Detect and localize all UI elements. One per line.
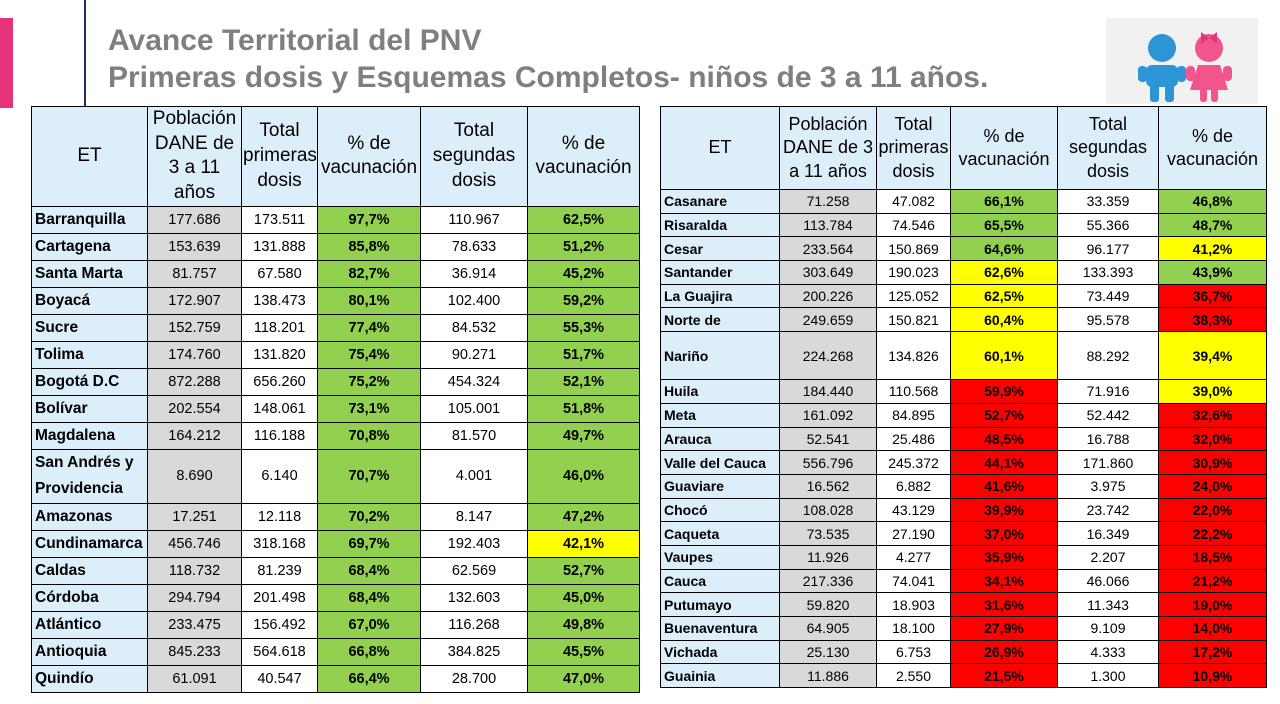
cell-poblacion: 153.639 <box>148 233 242 260</box>
cell-pct-primeras: 70,2% <box>318 503 421 530</box>
cell-pct-primeras: 27,9% <box>951 617 1058 641</box>
cell-pct-segundas: 52,1% <box>528 368 640 395</box>
cell-et: Arauca <box>661 427 780 451</box>
cell-et: Cauca <box>661 569 780 593</box>
cell-et: Buenaventura <box>661 617 780 641</box>
cell-segundas-dosis: 84.532 <box>421 314 528 341</box>
table-row <box>661 332 1267 380</box>
table-row <box>32 422 640 449</box>
cell-segundas-dosis: 454.324 <box>421 368 528 395</box>
table-row <box>32 341 640 368</box>
cell-pct-segundas: 55,3% <box>528 314 640 341</box>
table-header-row <box>32 107 640 207</box>
cell-segundas-dosis: 4.001 <box>421 449 528 503</box>
table-row <box>32 611 640 638</box>
cell-primeras-dosis: 27.190 <box>877 522 951 546</box>
cell-primeras-dosis: 201.498 <box>242 584 318 611</box>
cell-poblacion: 25.130 <box>780 640 877 664</box>
cell-pct-primeras: 34,1% <box>951 569 1058 593</box>
cell-et: Guaviare <box>661 474 780 498</box>
cell-poblacion: 233.564 <box>780 237 877 261</box>
cell-pct-segundas: 32,6% <box>1159 403 1267 427</box>
cell-poblacion: 556.796 <box>780 451 877 475</box>
cell-poblacion: 217.336 <box>780 569 877 593</box>
table-row <box>661 403 1267 427</box>
table-row <box>32 206 640 233</box>
cell-segundas-dosis: 105.001 <box>421 395 528 422</box>
cell-et: Vaupes <box>661 545 780 569</box>
cell-primeras-dosis: 173.511 <box>242 206 318 233</box>
table-row <box>32 665 640 692</box>
cell-segundas-dosis: 110.967 <box>421 206 528 233</box>
cell-pct-segundas: 47,2% <box>528 503 640 530</box>
table-row <box>32 503 640 530</box>
cell-poblacion: 73.535 <box>780 522 877 546</box>
cell-pct-primeras: 70,8% <box>318 422 421 449</box>
table-row <box>32 260 640 287</box>
table-row <box>661 308 1267 332</box>
cell-primeras-dosis: 4.277 <box>877 545 951 569</box>
cell-poblacion: 71.258 <box>780 190 877 214</box>
table-row <box>661 380 1267 404</box>
cell-primeras-dosis: 148.061 <box>242 395 318 422</box>
cell-primeras-dosis: 6.753 <box>877 640 951 664</box>
col-header-pct-1: % de vacunación <box>951 107 1058 190</box>
cell-poblacion: 16.562 <box>780 474 877 498</box>
cell-segundas-dosis: 16.788 <box>1058 427 1159 451</box>
cell-pct-segundas: 24,0% <box>1159 474 1267 498</box>
cell-poblacion: 174.760 <box>148 341 242 368</box>
cell-pct-segundas: 45,2% <box>528 260 640 287</box>
cell-primeras-dosis: 131.820 <box>242 341 318 368</box>
cell-pct-segundas: 49,8% <box>528 611 640 638</box>
cell-primeras-dosis: 116.188 <box>242 422 318 449</box>
col-header-segundas: Total segundas dosis <box>1058 107 1159 190</box>
cell-poblacion: 152.759 <box>148 314 242 341</box>
cell-pct-segundas: 30,9% <box>1159 451 1267 475</box>
table-row <box>661 427 1267 451</box>
cell-poblacion: 164.212 <box>148 422 242 449</box>
cell-segundas-dosis: 95.578 <box>1058 308 1159 332</box>
cell-primeras-dosis: 245.372 <box>877 451 951 475</box>
cell-poblacion: 118.732 <box>148 557 242 584</box>
cell-pct-segundas: 36,7% <box>1159 284 1267 308</box>
cell-et: Cundinamarca <box>32 530 148 557</box>
cell-pct-primeras: 59,9% <box>951 380 1058 404</box>
cell-et: Putumayo <box>661 593 780 617</box>
cell-poblacion: 456.746 <box>148 530 242 557</box>
cell-poblacion: 11.886 <box>780 664 877 688</box>
children-icon <box>1106 18 1258 104</box>
cell-primeras-dosis: 564.618 <box>242 638 318 665</box>
cell-primeras-dosis: 150.869 <box>877 237 951 261</box>
cell-pct-primeras: 80,1% <box>318 287 421 314</box>
cell-et: Vichada <box>661 640 780 664</box>
table-row <box>661 213 1267 237</box>
col-header-et: ET <box>661 107 780 190</box>
cell-et: Amazonas <box>32 503 148 530</box>
cell-et: Norte de <box>661 308 780 332</box>
cell-poblacion: 59.820 <box>780 593 877 617</box>
cell-segundas-dosis: 71.916 <box>1058 380 1159 404</box>
cell-et: Santander <box>661 261 780 285</box>
table-row <box>32 584 640 611</box>
cell-pct-segundas: 46,8% <box>1159 190 1267 214</box>
accent-bar <box>0 18 13 108</box>
cell-segundas-dosis: 36.914 <box>421 260 528 287</box>
table-row <box>32 233 640 260</box>
cell-pct-segundas: 17,2% <box>1159 640 1267 664</box>
cell-pct-segundas: 14,0% <box>1159 617 1267 641</box>
cell-poblacion: 294.794 <box>148 584 242 611</box>
table-row <box>32 314 640 341</box>
col-header-poblacion: Población DANE de 3 a 11 años <box>780 107 877 190</box>
col-header-et: ET <box>32 107 148 207</box>
cell-pct-segundas: 49,7% <box>528 422 640 449</box>
cell-pct-primeras: 31,6% <box>951 593 1058 617</box>
cell-poblacion: 202.554 <box>148 395 242 422</box>
cell-segundas-dosis: 2.207 <box>1058 545 1159 569</box>
cell-primeras-dosis: 18.100 <box>877 617 951 641</box>
page-title <box>108 22 988 96</box>
cell-et: Boyacá <box>32 287 148 314</box>
cell-segundas-dosis: 33.359 <box>1058 190 1159 214</box>
cell-pct-segundas: 38,3% <box>1159 308 1267 332</box>
title-line-1: Avance Territorial del PNV <box>108 24 482 57</box>
table-row <box>661 190 1267 214</box>
cell-primeras-dosis: 110.568 <box>877 380 951 404</box>
cell-poblacion: 233.475 <box>148 611 242 638</box>
cell-pct-primeras: 60,1% <box>951 332 1058 380</box>
col-header-pct-2: % de vacunación <box>1159 107 1267 190</box>
cell-et: Meta <box>661 403 780 427</box>
col-header-primeras: Total primeras dosis <box>242 107 318 207</box>
cell-et: Barranquilla <box>32 206 148 233</box>
cell-pct-segundas: 47,0% <box>528 665 640 692</box>
cell-et: Atlántico <box>32 611 148 638</box>
cell-pct-segundas: 22,2% <box>1159 522 1267 546</box>
cell-et: Casanare <box>661 190 780 214</box>
cell-poblacion: 161.092 <box>780 403 877 427</box>
table-row <box>32 638 640 665</box>
cell-et: Antioquia <box>32 638 148 665</box>
cell-pct-segundas: 51,8% <box>528 395 640 422</box>
cell-et: Cesar <box>661 237 780 261</box>
col-header-pct-2: % de vacunación <box>528 107 640 207</box>
cell-pct-primeras: 62,5% <box>951 284 1058 308</box>
cell-primeras-dosis: 12.118 <box>242 503 318 530</box>
cell-poblacion: 61.091 <box>148 665 242 692</box>
cell-poblacion: 200.226 <box>780 284 877 308</box>
cell-segundas-dosis: 88.292 <box>1058 332 1159 380</box>
cell-primeras-dosis: 318.168 <box>242 530 318 557</box>
table-row <box>661 522 1267 546</box>
cell-pct-primeras: 68,4% <box>318 557 421 584</box>
left-vaccination-table <box>31 106 640 693</box>
cell-pct-segundas: 59,2% <box>528 287 640 314</box>
cell-pct-primeras: 41,6% <box>951 474 1058 498</box>
table-row <box>661 545 1267 569</box>
cell-et: Risaralda <box>661 213 780 237</box>
cell-pct-primeras: 64,6% <box>951 237 1058 261</box>
cell-pct-primeras: 75,2% <box>318 368 421 395</box>
cell-segundas-dosis: 102.400 <box>421 287 528 314</box>
title-line-2: Primeras dosis y Esquemas Completos- niños de 3 a 11 años. <box>108 61 989 94</box>
children-icon-graphic <box>1106 18 1258 104</box>
table-row <box>661 261 1267 285</box>
cell-pct-primeras: 97,7% <box>318 206 421 233</box>
cell-primeras-dosis: 18.903 <box>877 593 951 617</box>
cell-primeras-dosis: 25.486 <box>877 427 951 451</box>
cell-pct-segundas: 39,4% <box>1159 332 1267 380</box>
cell-et: Santa Marta <box>32 260 148 287</box>
cell-primeras-dosis: 81.239 <box>242 557 318 584</box>
cell-segundas-dosis: 46.066 <box>1058 569 1159 593</box>
col-header-primeras: Total primeras dosis <box>877 107 951 190</box>
cell-et: Cartagena <box>32 233 148 260</box>
cell-primeras-dosis: 125.052 <box>877 284 951 308</box>
cell-primeras-dosis: 74.041 <box>877 569 951 593</box>
cell-et: Valle del Cauca <box>661 451 780 475</box>
cell-primeras-dosis: 2.550 <box>877 664 951 688</box>
cell-pct-segundas: 39,0% <box>1159 380 1267 404</box>
cell-et: Córdoba <box>32 584 148 611</box>
cell-segundas-dosis: 133.393 <box>1058 261 1159 285</box>
cell-poblacion: 303.649 <box>780 261 877 285</box>
table-row <box>661 640 1267 664</box>
table-row <box>661 617 1267 641</box>
cell-pct-segundas: 52,7% <box>528 557 640 584</box>
cell-primeras-dosis: 118.201 <box>242 314 318 341</box>
cell-pct-segundas: 43,9% <box>1159 261 1267 285</box>
cell-segundas-dosis: 116.268 <box>421 611 528 638</box>
cell-pct-primeras: 65,5% <box>951 213 1058 237</box>
cell-pct-primeras: 69,7% <box>318 530 421 557</box>
cell-et: Bolívar <box>32 395 148 422</box>
cell-segundas-dosis: 96.177 <box>1058 237 1159 261</box>
cell-pct-primeras: 75,4% <box>318 341 421 368</box>
cell-primeras-dosis: 6.140 <box>242 449 318 503</box>
cell-primeras-dosis: 656.260 <box>242 368 318 395</box>
cell-segundas-dosis: 11.343 <box>1058 593 1159 617</box>
cell-et: Caqueta <box>661 522 780 546</box>
cell-primeras-dosis: 74.546 <box>877 213 951 237</box>
cell-pct-segundas: 10,9% <box>1159 664 1267 688</box>
cell-et: San Andrés y Providencia <box>32 449 148 503</box>
cell-et: Nariño <box>661 332 780 380</box>
cell-poblacion: 184.440 <box>780 380 877 404</box>
table-row <box>661 664 1267 688</box>
col-header-poblacion: Población DANE de 3 a 11 años <box>148 107 242 207</box>
cell-primeras-dosis: 131.888 <box>242 233 318 260</box>
cell-primeras-dosis: 6.882 <box>877 474 951 498</box>
cell-segundas-dosis: 192.403 <box>421 530 528 557</box>
cell-segundas-dosis: 55.366 <box>1058 213 1159 237</box>
cell-et: Tolima <box>32 341 148 368</box>
cell-et: Guainia <box>661 664 780 688</box>
cell-segundas-dosis: 90.271 <box>421 341 528 368</box>
cell-pct-primeras: 44,1% <box>951 451 1058 475</box>
table-header-row <box>661 107 1267 190</box>
cell-pct-primeras: 66,4% <box>318 665 421 692</box>
cell-pct-primeras: 77,4% <box>318 314 421 341</box>
cell-pct-segundas: 19,0% <box>1159 593 1267 617</box>
cell-poblacion: 177.686 <box>148 206 242 233</box>
cell-poblacion: 52.541 <box>780 427 877 451</box>
cell-primeras-dosis: 190.023 <box>877 261 951 285</box>
cell-primeras-dosis: 156.492 <box>242 611 318 638</box>
cell-pct-primeras: 26,9% <box>951 640 1058 664</box>
cell-primeras-dosis: 150.821 <box>877 308 951 332</box>
cell-primeras-dosis: 47.082 <box>877 190 951 214</box>
cell-segundas-dosis: 73.449 <box>1058 284 1159 308</box>
cell-segundas-dosis: 81.570 <box>421 422 528 449</box>
cell-pct-segundas: 22,0% <box>1159 498 1267 522</box>
cell-pct-primeras: 52,7% <box>951 403 1058 427</box>
cell-et: Chocó <box>661 498 780 522</box>
table-row <box>661 451 1267 475</box>
cell-pct-primeras: 60,4% <box>951 308 1058 332</box>
cell-et: Caldas <box>32 557 148 584</box>
left-table-body <box>32 206 640 692</box>
cell-pct-primeras: 67,0% <box>318 611 421 638</box>
table-row <box>661 284 1267 308</box>
cell-primeras-dosis: 67.580 <box>242 260 318 287</box>
cell-pct-segundas: 41,2% <box>1159 237 1267 261</box>
cell-pct-primeras: 35,9% <box>951 545 1058 569</box>
cell-pct-primeras: 21,5% <box>951 664 1058 688</box>
table-row <box>661 569 1267 593</box>
cell-pct-primeras: 82,7% <box>318 260 421 287</box>
cell-pct-segundas: 32,0% <box>1159 427 1267 451</box>
table-row <box>661 237 1267 261</box>
cell-segundas-dosis: 4.333 <box>1058 640 1159 664</box>
cell-poblacion: 17.251 <box>148 503 242 530</box>
cell-et: Magdalena <box>32 422 148 449</box>
table-row <box>32 287 640 314</box>
cell-segundas-dosis: 1.300 <box>1058 664 1159 688</box>
cell-pct-segundas: 21,2% <box>1159 569 1267 593</box>
cell-segundas-dosis: 62.569 <box>421 557 528 584</box>
cell-poblacion: 113.784 <box>780 213 877 237</box>
cell-pct-primeras: 70,7% <box>318 449 421 503</box>
cell-et: Quindío <box>32 665 148 692</box>
table-row <box>661 498 1267 522</box>
cell-primeras-dosis: 40.547 <box>242 665 318 692</box>
cell-segundas-dosis: 3.975 <box>1058 474 1159 498</box>
cell-segundas-dosis: 384.825 <box>421 638 528 665</box>
cell-poblacion: 224.268 <box>780 332 877 380</box>
cell-poblacion: 172.907 <box>148 287 242 314</box>
cell-poblacion: 11.926 <box>780 545 877 569</box>
cell-pct-primeras: 39,9% <box>951 498 1058 522</box>
cell-pct-segundas: 51,7% <box>528 341 640 368</box>
table-row <box>661 593 1267 617</box>
cell-segundas-dosis: 23.742 <box>1058 498 1159 522</box>
cell-pct-primeras: 85,8% <box>318 233 421 260</box>
cell-pct-segundas: 18,5% <box>1159 545 1267 569</box>
cell-segundas-dosis: 78.633 <box>421 233 528 260</box>
cell-pct-segundas: 45,5% <box>528 638 640 665</box>
cell-pct-primeras: 68,4% <box>318 584 421 611</box>
cell-primeras-dosis: 138.473 <box>242 287 318 314</box>
cell-poblacion: 81.757 <box>148 260 242 287</box>
cell-segundas-dosis: 9.109 <box>1058 617 1159 641</box>
cell-pct-segundas: 46,0% <box>528 449 640 503</box>
cell-poblacion: 64.905 <box>780 617 877 641</box>
cell-et: Sucre <box>32 314 148 341</box>
cell-primeras-dosis: 134.826 <box>877 332 951 380</box>
cell-pct-primeras: 66,8% <box>318 638 421 665</box>
cell-segundas-dosis: 52.442 <box>1058 403 1159 427</box>
cell-poblacion: 845.233 <box>148 638 242 665</box>
cell-pct-primeras: 73,1% <box>318 395 421 422</box>
cell-poblacion: 8.690 <box>148 449 242 503</box>
table-row <box>32 368 640 395</box>
cell-pct-primeras: 37,0% <box>951 522 1058 546</box>
table-row <box>32 530 640 557</box>
title-divider-line <box>84 0 86 106</box>
table-row <box>32 557 640 584</box>
cell-pct-segundas: 45,0% <box>528 584 640 611</box>
cell-primeras-dosis: 43.129 <box>877 498 951 522</box>
cell-segundas-dosis: 8.147 <box>421 503 528 530</box>
cell-pct-primeras: 48,5% <box>951 427 1058 451</box>
cell-pct-segundas: 51,2% <box>528 233 640 260</box>
right-vaccination-table <box>660 106 1267 688</box>
cell-pct-segundas: 48,7% <box>1159 213 1267 237</box>
cell-pct-segundas: 62,5% <box>528 206 640 233</box>
cell-pct-primeras: 66,1% <box>951 190 1058 214</box>
table-row <box>661 474 1267 498</box>
cell-segundas-dosis: 132.603 <box>421 584 528 611</box>
cell-pct-segundas: 42,1% <box>528 530 640 557</box>
col-header-segundas: Total segundas dosis <box>421 107 528 207</box>
cell-et: La Guajira <box>661 284 780 308</box>
table-row <box>32 449 640 503</box>
cell-segundas-dosis: 16.349 <box>1058 522 1159 546</box>
cell-et: Bogotá D.C <box>32 368 148 395</box>
cell-segundas-dosis: 171.860 <box>1058 451 1159 475</box>
cell-poblacion: 872.288 <box>148 368 242 395</box>
cell-et: Huila <box>661 380 780 404</box>
table-row <box>32 395 640 422</box>
cell-pct-primeras: 62,6% <box>951 261 1058 285</box>
right-table-body <box>661 190 1267 688</box>
cell-segundas-dosis: 28.700 <box>421 665 528 692</box>
col-header-pct-1: % de vacunación <box>318 107 421 207</box>
cell-primeras-dosis: 84.895 <box>877 403 951 427</box>
cell-poblacion: 108.028 <box>780 498 877 522</box>
cell-poblacion: 249.659 <box>780 308 877 332</box>
